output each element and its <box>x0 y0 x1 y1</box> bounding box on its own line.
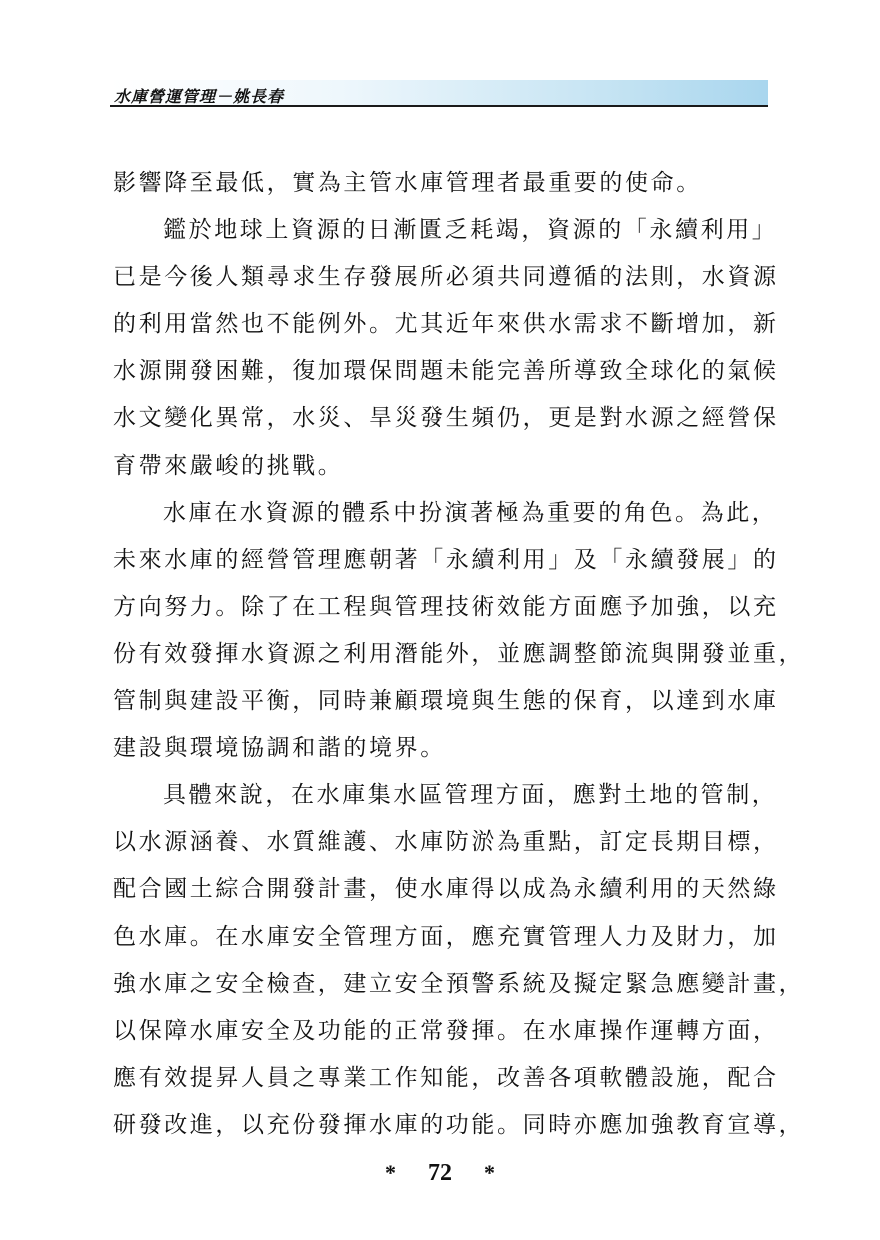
text-line: 研發改進，以充份發揮水庫的功能。同時亦應加強教育宣導， <box>113 1111 805 1138</box>
text-line: 管制與建設平衡，同時兼顧環境與生態的保育，以達到水庫 <box>113 688 779 715</box>
paragraph-start-line: 鑑於地球上資源的日漸匱乏耗竭，資源的「永續利用」 <box>163 217 778 244</box>
header-title: 水庫營運管理－姚長春 <box>114 87 285 106</box>
footer-star-right: * <box>484 1160 495 1185</box>
text-line: 已是今後人類尋求生存發展所必須共同遵循的法則，水資源 <box>113 264 779 291</box>
text-line: 以保障水庫安全及功能的正常發揮。在水庫操作運轉方面， <box>113 1017 779 1044</box>
text-line: 以水源涵養、水質維護、水庫防淤為重點，訂定長期目標， <box>113 829 779 856</box>
text-line: 影響降至最低，實為主管水庫管理者最重要的使命。 <box>113 170 702 196</box>
text-line: 水文變化異常，水災、旱災發生頻仍，更是對水源之經營保 <box>113 405 779 432</box>
text-line: 的利用當然也不能例外。尤其近年來供水需求不斷增加，新 <box>113 311 779 338</box>
page-footer <box>0 1160 880 1187</box>
body-text <box>113 160 805 1149</box>
running-header <box>110 80 768 107</box>
paragraph-start-line: 水庫在水資源的體系中扮演著極為重要的角色。為此， <box>163 499 778 526</box>
paragraph-start-line: 具體來說，在水庫集水區管理方面，應對土地的管制， <box>163 782 778 809</box>
text-line: 水源開發困難，復加環保問題未能完善所導致全球化的氣候 <box>113 358 779 385</box>
text-line: 建設與環境協調和諧的境界。 <box>113 735 446 762</box>
text-line: 育帶來嚴峻的挑戰。 <box>113 452 344 479</box>
text-line: 配合國土綜合開發計畫，使水庫得以成為永續利用的天然綠 <box>113 876 779 903</box>
text-line: 份有效發揮水資源之利用潛能外，並應調整節流與開發並重， <box>113 640 805 667</box>
text-line: 未來水庫的經營管理應朝著「永續利用」及「永續發展」的 <box>113 546 779 573</box>
text-line: 應有效提昇人員之專業工作知能，改善各項軟體設施，配合 <box>113 1064 779 1091</box>
text-line: 方向努力。除了在工程與管理技術效能方面應予加強，以充 <box>113 593 779 620</box>
text-line: 色水庫。在水庫安全管理方面，應充實管理人力及財力，加 <box>113 923 779 950</box>
text-line: 強水庫之安全檢查，建立安全預警系統及擬定緊急應變計畫， <box>113 970 805 997</box>
page-number: 72 <box>428 1160 452 1186</box>
footer-star-left: * <box>385 1160 396 1185</box>
